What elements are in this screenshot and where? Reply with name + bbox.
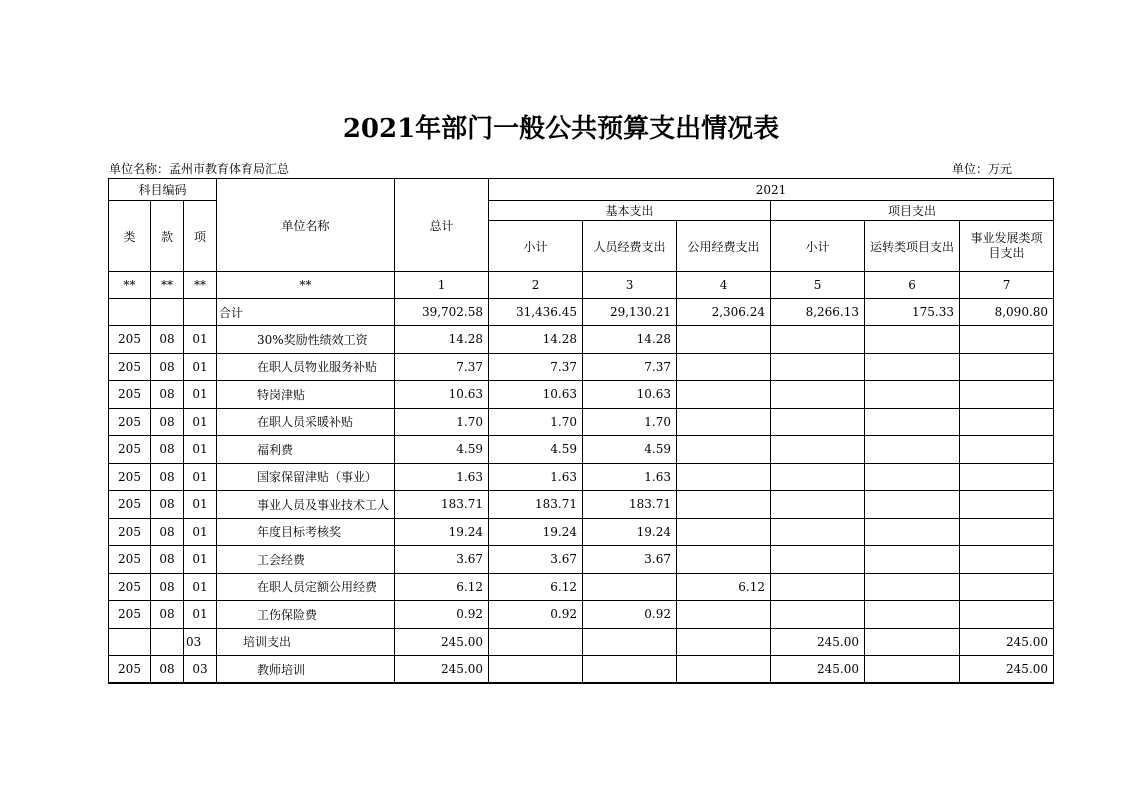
header-basic-subtotal: 小计 [489, 221, 583, 272]
lei-cell: 205 [109, 491, 151, 519]
total-value: 8,090.80 [960, 299, 1054, 326]
total-row [109, 299, 1054, 326]
index-cell: ** [151, 272, 184, 299]
value-cell: 14.28 [489, 326, 583, 354]
item-name-cell: 工伤保险费 [217, 601, 395, 629]
value-cell: 6.12 [677, 573, 771, 601]
value-cell [771, 491, 865, 519]
value-cell [771, 573, 865, 601]
xiang-cell: 01 [184, 381, 217, 409]
total-value: 8,266.13 [771, 299, 865, 326]
value-cell [960, 436, 1054, 464]
xiang-cell: 03 [184, 628, 217, 656]
header-public: 公用经费支出 [677, 221, 771, 272]
table-row [109, 546, 1054, 574]
xiang-cell: 01 [184, 573, 217, 601]
value-cell [960, 573, 1054, 601]
value-cell [771, 546, 865, 574]
value-cell [771, 381, 865, 409]
table-row [109, 656, 1054, 684]
value-cell [489, 628, 583, 656]
value-cell [960, 601, 1054, 629]
total-value: 29,130.21 [583, 299, 677, 326]
value-cell [771, 518, 865, 546]
total-value: 31,436.45 [489, 299, 583, 326]
value-cell [677, 628, 771, 656]
kuan-cell: 08 [151, 546, 184, 574]
value-cell: 4.59 [395, 436, 489, 464]
header-personnel: 人员经费支出 [583, 221, 677, 272]
value-cell: 10.63 [583, 381, 677, 409]
header-row-1 [109, 179, 1054, 201]
header-kuan: 款 [151, 201, 184, 272]
xiang-cell: 01 [184, 518, 217, 546]
value-cell: 1.70 [583, 408, 677, 436]
index-cell: ** [109, 272, 151, 299]
lei-cell [109, 628, 151, 656]
value-cell [489, 656, 583, 684]
value-cell: 245.00 [395, 628, 489, 656]
index-cell: 6 [865, 272, 960, 299]
value-cell [865, 491, 960, 519]
index-cell: 4 [677, 272, 771, 299]
value-cell: 1.70 [395, 408, 489, 436]
kuan-cell: 08 [151, 436, 184, 464]
index-cell: 1 [395, 272, 489, 299]
header-project-subtotal: 小计 [771, 221, 865, 272]
value-cell [865, 601, 960, 629]
page-title: 2021年部门一般公共预算支出情况表 [342, 114, 780, 144]
table-row [109, 573, 1054, 601]
value-cell: 0.92 [489, 601, 583, 629]
total-value: 2,306.24 [677, 299, 771, 326]
value-cell: 1.63 [489, 463, 583, 491]
total-label: 合计 [217, 299, 395, 326]
lei-cell: 205 [109, 436, 151, 464]
xiang-cell: 01 [184, 326, 217, 354]
unit-name-label: 单位名称：孟州市教育体育局汇总 [109, 162, 290, 176]
index-cell: ** [184, 272, 217, 299]
value-cell: 6.12 [489, 573, 583, 601]
header-lei: 类 [109, 201, 151, 272]
budget-table [108, 178, 1054, 684]
value-cell [960, 408, 1054, 436]
value-cell [583, 656, 677, 684]
lei-cell: 205 [109, 381, 151, 409]
value-cell: 245.00 [960, 628, 1054, 656]
xiang-cell: 01 [184, 408, 217, 436]
table-row [109, 601, 1054, 629]
kuan-cell: 08 [151, 573, 184, 601]
xiang-cell: 01 [184, 491, 217, 519]
header-subject-code: 科目编码 [109, 179, 217, 201]
table-row [109, 408, 1054, 436]
xiang-cell: 01 [184, 601, 217, 629]
value-cell [865, 628, 960, 656]
value-cell: 1.70 [489, 408, 583, 436]
header-year: 2021 [489, 179, 1054, 201]
value-cell [677, 518, 771, 546]
lei-cell: 205 [109, 326, 151, 354]
value-cell [960, 381, 1054, 409]
total-value: 39,702.58 [395, 299, 489, 326]
kuan-cell: 08 [151, 326, 184, 354]
value-cell [677, 436, 771, 464]
index-cell: 3 [583, 272, 677, 299]
value-cell [865, 326, 960, 354]
value-cell [960, 518, 1054, 546]
table-row [109, 491, 1054, 519]
value-cell [677, 546, 771, 574]
item-name-cell: 年度目标考核奖 [217, 518, 395, 546]
header-total: 总计 [395, 179, 489, 272]
value-cell: 10.63 [489, 381, 583, 409]
value-cell: 19.24 [583, 518, 677, 546]
value-cell [865, 436, 960, 464]
value-cell: 3.67 [395, 546, 489, 574]
table-row [109, 353, 1054, 381]
value-cell [677, 463, 771, 491]
header-development: 事业发展类项目支出 [960, 221, 1054, 272]
value-cell [677, 326, 771, 354]
item-name-cell: 事业人员及事业技术工人 [217, 491, 395, 519]
value-cell: 1.63 [583, 463, 677, 491]
value-cell [771, 436, 865, 464]
value-cell: 7.37 [583, 353, 677, 381]
value-cell [583, 628, 677, 656]
index-cell: 2 [489, 272, 583, 299]
value-cell: 245.00 [771, 656, 865, 684]
value-cell [960, 326, 1054, 354]
value-cell [865, 381, 960, 409]
empty-cell [109, 299, 151, 326]
value-cell [960, 491, 1054, 519]
unit-label: 单位：万元 [951, 162, 1012, 176]
xiang-cell: 01 [184, 463, 217, 491]
kuan-cell: 08 [151, 518, 184, 546]
kuan-cell: 08 [151, 381, 184, 409]
item-name-cell: 教师培训 [217, 656, 395, 684]
item-name-cell: 30%奖励性绩效工资 [217, 326, 395, 354]
header-project: 项目支出 [771, 201, 1054, 221]
value-cell [583, 573, 677, 601]
item-name-cell: 在职人员物业服务补贴 [217, 353, 395, 381]
kuan-cell: 08 [151, 656, 184, 684]
xiang-cell: 03 [184, 656, 217, 684]
lei-cell: 205 [109, 656, 151, 684]
value-cell [865, 573, 960, 601]
value-cell: 245.00 [395, 656, 489, 684]
value-cell: 245.00 [771, 628, 865, 656]
value-cell [677, 491, 771, 519]
value-cell: 245.00 [960, 656, 1054, 684]
table-row [109, 518, 1054, 546]
lei-cell: 205 [109, 573, 151, 601]
kuan-cell: 08 [151, 601, 184, 629]
value-cell: 183.71 [395, 491, 489, 519]
value-cell [960, 353, 1054, 381]
value-cell: 0.92 [583, 601, 677, 629]
value-cell [771, 601, 865, 629]
value-cell [865, 518, 960, 546]
index-row [109, 272, 1054, 299]
value-cell [960, 463, 1054, 491]
item-name-cell: 国家保留津贴（事业） [217, 463, 395, 491]
lei-cell: 205 [109, 518, 151, 546]
value-cell: 7.37 [489, 353, 583, 381]
value-cell [771, 408, 865, 436]
table-row [109, 628, 1054, 656]
value-cell: 3.67 [583, 546, 677, 574]
value-cell [865, 656, 960, 684]
value-cell: 0.92 [395, 601, 489, 629]
value-cell: 14.28 [395, 326, 489, 354]
total-value: 175.33 [865, 299, 960, 326]
value-cell: 19.24 [489, 518, 583, 546]
value-cell: 19.24 [395, 518, 489, 546]
value-cell [677, 656, 771, 684]
table-row [109, 436, 1054, 464]
lei-cell: 205 [109, 601, 151, 629]
lei-cell: 205 [109, 463, 151, 491]
index-cell: 7 [960, 272, 1054, 299]
value-cell: 4.59 [489, 436, 583, 464]
item-name-cell: 特岗津贴 [217, 381, 395, 409]
table-row [109, 326, 1054, 354]
header-operation: 运转类项目支出 [865, 221, 960, 272]
value-cell: 14.28 [583, 326, 677, 354]
value-cell: 4.59 [583, 436, 677, 464]
kuan-cell: 08 [151, 463, 184, 491]
kuan-cell: 08 [151, 491, 184, 519]
value-cell: 1.63 [395, 463, 489, 491]
xiang-cell: 01 [184, 353, 217, 381]
header-unit-name: 单位名称 [217, 179, 395, 272]
value-cell: 3.67 [489, 546, 583, 574]
kuan-cell: 08 [151, 353, 184, 381]
lei-cell: 205 [109, 353, 151, 381]
item-name-cell: 福利费 [217, 436, 395, 464]
value-cell: 183.71 [583, 491, 677, 519]
empty-cell [184, 299, 217, 326]
value-cell [771, 326, 865, 354]
value-cell: 10.63 [395, 381, 489, 409]
value-cell: 183.71 [489, 491, 583, 519]
value-cell [865, 408, 960, 436]
item-name-cell: 工会经费 [217, 546, 395, 574]
xiang-cell: 01 [184, 546, 217, 574]
value-cell [677, 381, 771, 409]
value-cell [960, 546, 1054, 574]
lei-cell: 205 [109, 546, 151, 574]
table-row [109, 463, 1054, 491]
value-cell [771, 463, 865, 491]
empty-cell [151, 299, 184, 326]
index-cell: ** [217, 272, 395, 299]
value-cell [865, 463, 960, 491]
header-xiang: 项 [184, 201, 217, 272]
value-cell [677, 601, 771, 629]
value-cell [677, 353, 771, 381]
item-name-cell: 在职人员定额公用经费 [217, 573, 395, 601]
index-cell: 5 [771, 272, 865, 299]
header-basic: 基本支出 [489, 201, 771, 221]
item-name-cell: 培训支出 [217, 628, 395, 656]
value-cell [677, 408, 771, 436]
xiang-cell: 01 [184, 436, 217, 464]
value-cell: 6.12 [395, 573, 489, 601]
value-cell: 7.37 [395, 353, 489, 381]
value-cell [865, 546, 960, 574]
kuan-cell [151, 628, 184, 656]
value-cell [771, 353, 865, 381]
kuan-cell: 08 [151, 408, 184, 436]
value-cell [865, 353, 960, 381]
lei-cell: 205 [109, 408, 151, 436]
item-name-cell: 在职人员采暖补贴 [217, 408, 395, 436]
table-row [109, 381, 1054, 409]
